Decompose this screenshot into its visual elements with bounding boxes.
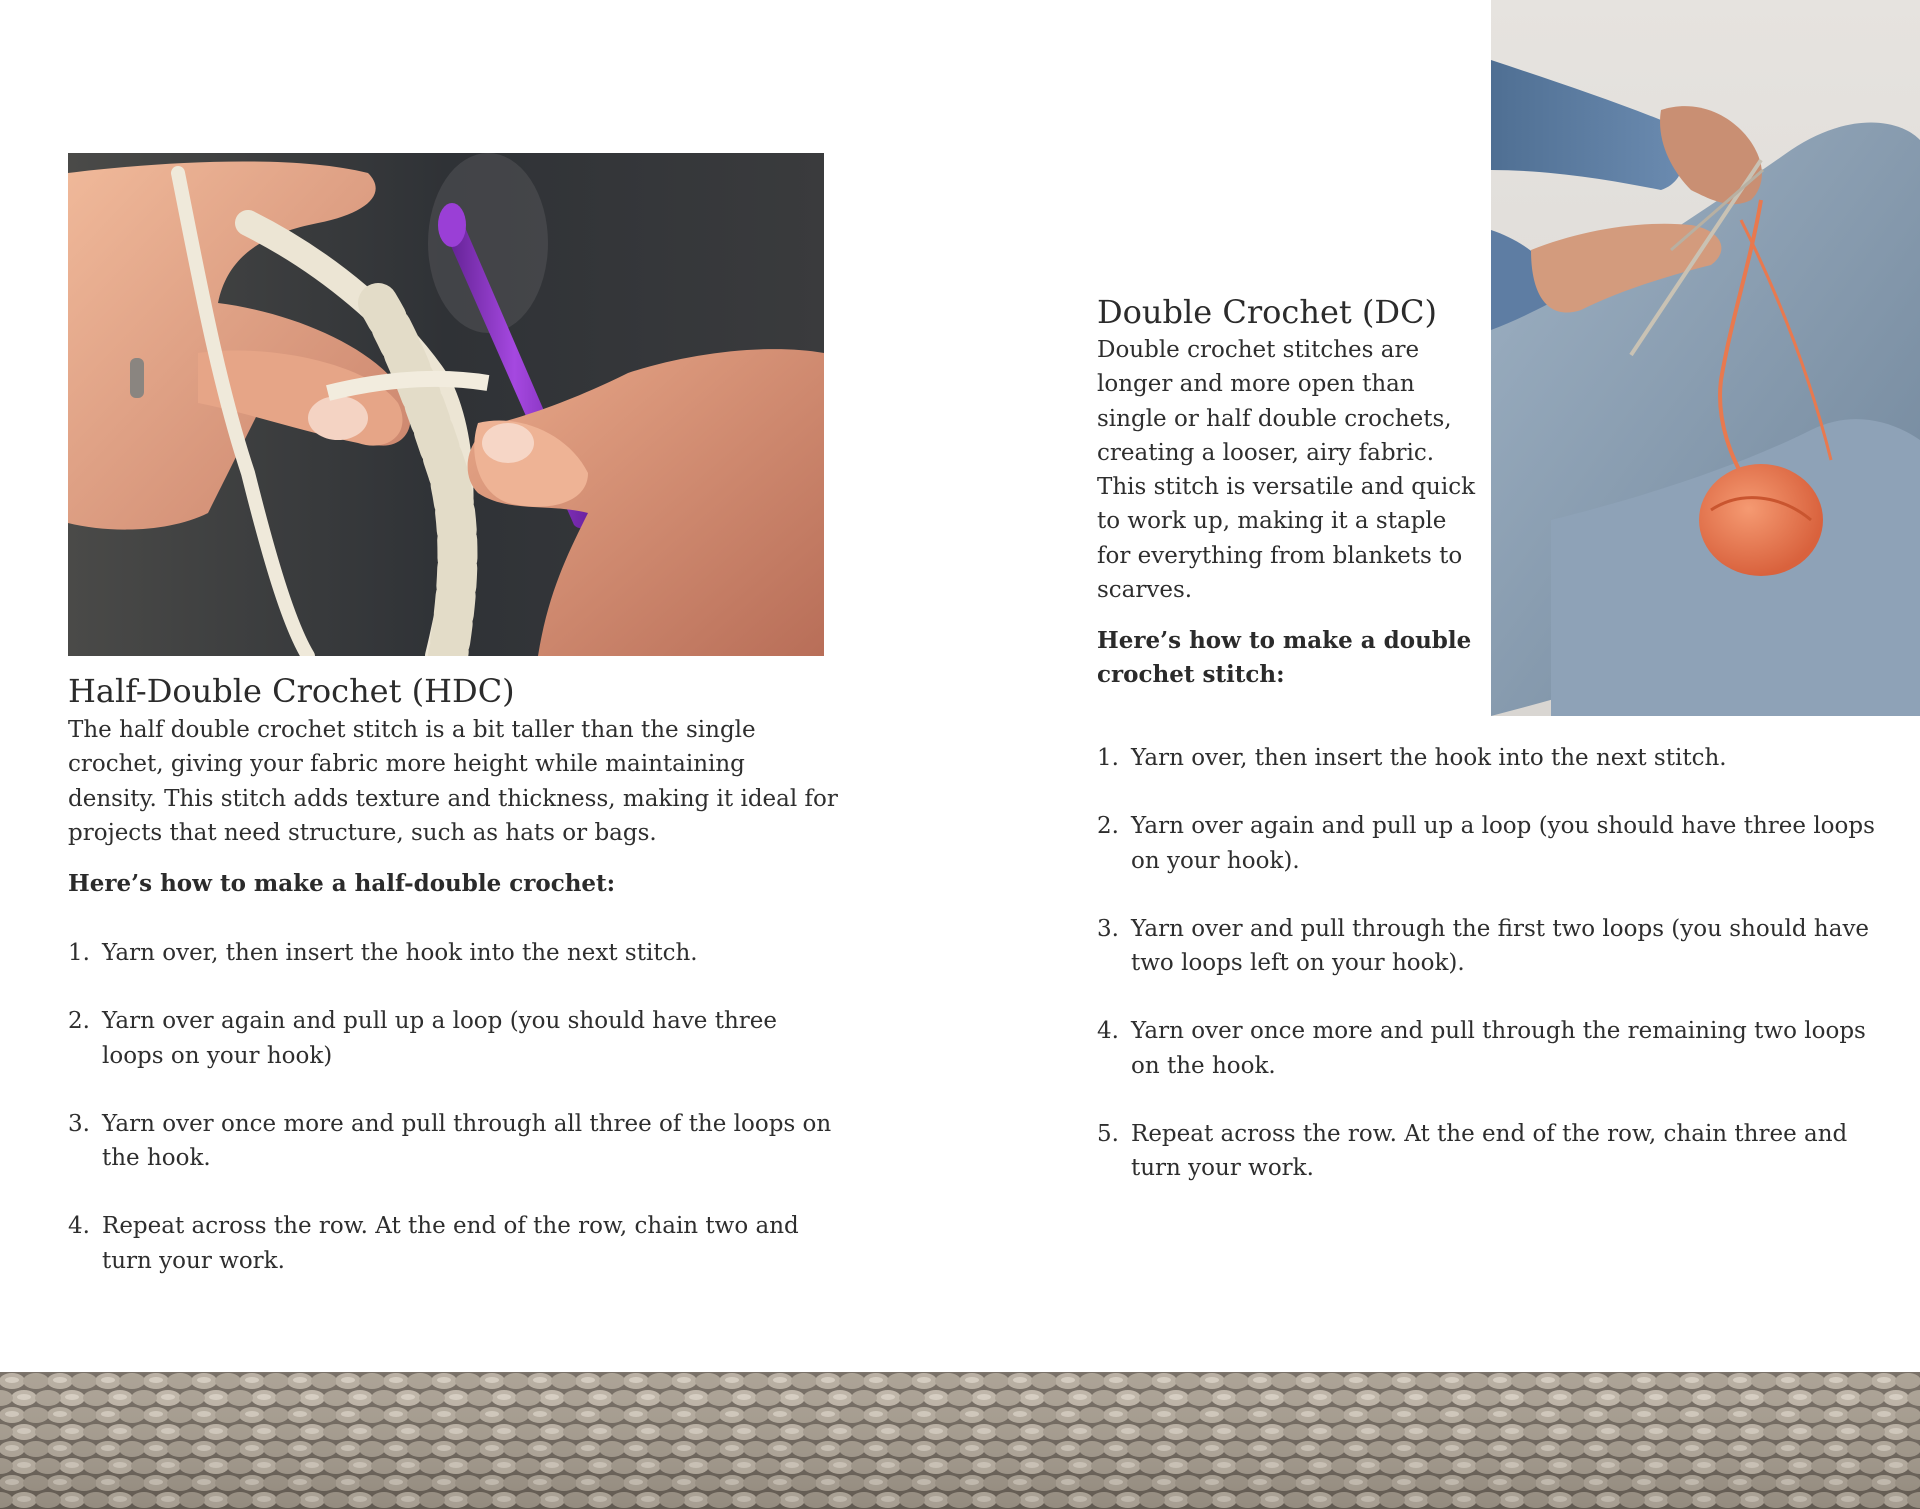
crochet-hands-photo — [68, 153, 824, 656]
dc-heading: Double Crochet (DC) — [1097, 293, 1438, 331]
hdc-step — [68, 1004, 838, 1073]
hdc-description: The half double crochet stitch is a bit taller than the single crochet, giving your fabric more height while maintaining density. This stitch adds texture and thickness, making it ideal for projects that need structure, such as hats or bags. — [68, 717, 838, 846]
hdc-steps-intro: Here’s how to make a half-double crochet: — [68, 870, 616, 897]
dc-step — [1097, 741, 1877, 775]
step-text: Repeat across the row. At the end of the row, chain two and turn your work. — [102, 1213, 799, 1274]
step-number: 2. — [1097, 813, 1119, 840]
step-number: 1. — [1097, 745, 1119, 771]
hdc-steps-list — [68, 936, 838, 1312]
step-number: 1. — [68, 940, 90, 966]
crochet-hands-illustration — [68, 153, 824, 656]
dc-steps-intro: Here’s how to make a double crochet stitch: — [1097, 627, 1472, 688]
step-text: Repeat across the row. At the end of the row, chain three and turn your work. — [1131, 1121, 1848, 1182]
dc-step — [1097, 1117, 1877, 1186]
hdc-heading: Half-Double Crochet (HDC) — [68, 672, 515, 710]
hdc-step — [68, 936, 838, 970]
dc-steps-list — [1097, 741, 1877, 1220]
dc-description: Double crochet stitches are longer and more open than single or half double crochets, creating a looser, airy fabric. This stitch is versatile and quick to work up, making it a staple for everything from blankets to scarves. — [1097, 337, 1476, 604]
step-number: 3. — [1097, 915, 1119, 942]
hdc-step — [68, 1107, 838, 1176]
knitting-person-photo — [1491, 0, 1920, 716]
step-text: Yarn over again and pull up a loop (you should have three loops on your hook) — [102, 1008, 778, 1069]
step-text: Yarn over once more and pull through all three of the loops on the hook. — [102, 1110, 832, 1172]
dc-step — [1097, 912, 1877, 981]
step-text: Yarn over once more and pull through the remaining two loops on the hook. — [1131, 1018, 1866, 1079]
knit-texture-band — [0, 1372, 1920, 1509]
knit-texture-pattern — [0, 1372, 1920, 1509]
dc-step — [1097, 1014, 1877, 1083]
step-text: Yarn over again and pull up a loop (you should have three loops on your hook). — [1131, 813, 1875, 874]
step-text: Yarn over, then insert the hook into the next stitch. — [102, 940, 698, 966]
step-number: 4. — [1097, 1018, 1119, 1045]
step-number: 4. — [68, 1213, 90, 1240]
knitting-person-illustration — [1491, 0, 1920, 716]
step-number: 2. — [68, 1008, 90, 1035]
hdc-step — [68, 1209, 838, 1278]
dc-step — [1097, 809, 1877, 878]
step-number: 3. — [68, 1110, 90, 1137]
step-number: 5. — [1097, 1121, 1119, 1148]
step-text: Yarn over and pull through the first two loops (you should have two loops left on your hook). — [1131, 915, 1870, 977]
step-text: Yarn over, then insert the hook into the next stitch. — [1131, 745, 1727, 771]
